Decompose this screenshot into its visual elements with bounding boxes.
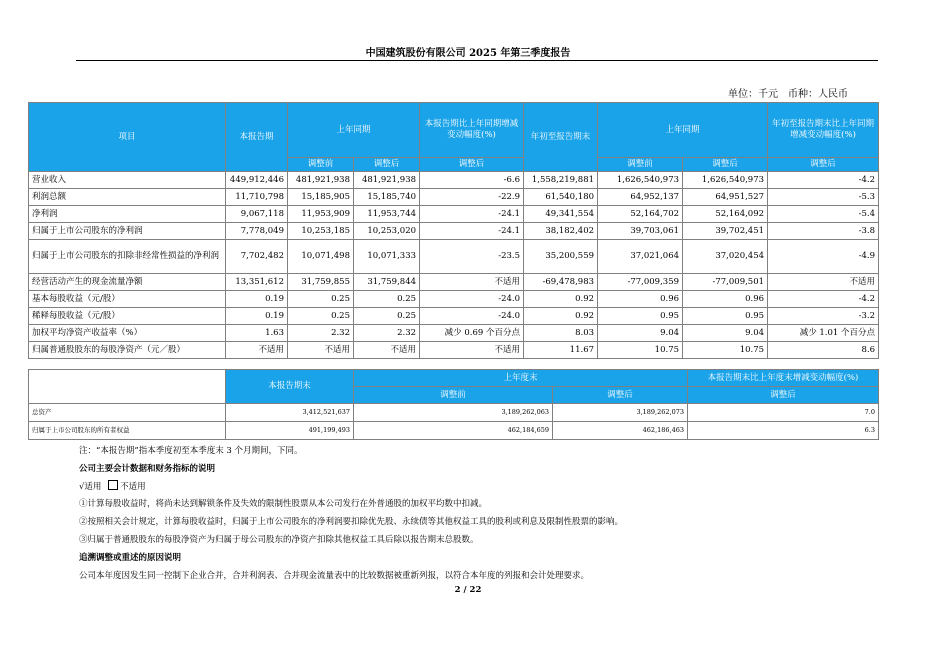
header-ytd: 年初至报告期末: [524, 103, 598, 172]
cell: 61,540,180: [524, 189, 598, 206]
restatement-text: 公司本年度因发生同一控制下企业合并，合并利润表、合并现金流量表中的比较数据被重新列报，以符合本年度的列报和会计处理要求。: [79, 570, 590, 581]
cell: 1,558,219,881: [524, 172, 598, 189]
cell: -4.2: [768, 291, 879, 308]
cell: -69,478,983: [524, 274, 598, 291]
table-row: [29, 291, 879, 308]
cell: 减少 1.01 个百分点: [768, 325, 879, 342]
blank-header-cell: [29, 370, 226, 404]
row-label: 利润总额: [29, 189, 226, 206]
cell: 31,759,844: [354, 274, 420, 291]
cell: 481,921,938: [288, 172, 354, 189]
not-applicable-label: 不适用: [120, 481, 146, 492]
notes-section: [79, 443, 879, 585]
subheader-cell: 调整后: [688, 387, 879, 404]
cell: 9.04: [683, 325, 768, 342]
cell: -3.2: [768, 308, 879, 325]
subheader-cell: 调整后: [683, 158, 768, 172]
cell: 不适用: [288, 342, 354, 359]
cell: 3,412,521,637: [226, 404, 354, 422]
cell: 1,626,540,973: [683, 172, 768, 189]
table-row: [29, 206, 879, 223]
cell: -5.3: [768, 189, 879, 206]
table-row: [29, 325, 879, 342]
cell: -77,009,359: [598, 274, 683, 291]
checkbox-icon: [108, 480, 118, 490]
cell: -4.2: [768, 172, 879, 189]
cell: 9,067,118: [226, 206, 288, 223]
cell: 37,020,454: [683, 240, 768, 274]
cell: -77,009,501: [683, 274, 768, 291]
applicable-label: 适用: [84, 481, 102, 492]
cell: 0.19: [226, 308, 288, 325]
cell: 0.95: [598, 308, 683, 325]
table-row: [29, 342, 879, 359]
cell: 11.67: [524, 342, 598, 359]
cell: 11,710,798: [226, 189, 288, 206]
cell: 462,184,659: [354, 422, 553, 440]
cell: 7,702,482: [226, 240, 288, 274]
cell: 0.96: [598, 291, 683, 308]
table-row: [29, 274, 879, 291]
subheader-cell: 调整后: [354, 158, 420, 172]
cell: 15,185,905: [288, 189, 354, 206]
header-last-year-end: 上年度末: [354, 370, 688, 387]
header-ytd-change-pct: 年初至报告期末比上年同期增减变动幅度(%): [768, 103, 879, 158]
page-number: 2 / 22: [454, 585, 482, 595]
header-item: 项目: [29, 103, 226, 172]
cell: -23.5: [420, 240, 524, 274]
cell: 31,759,855: [288, 274, 354, 291]
table-row: [29, 223, 879, 240]
cell: 10,071,498: [288, 240, 354, 274]
cell: 0.25: [288, 308, 354, 325]
cell: 10,253,185: [288, 223, 354, 240]
row-label: 稀释每股收益（元/股）: [29, 308, 226, 325]
cell: -3.8: [768, 223, 879, 240]
cell: 0.25: [288, 291, 354, 308]
row-label: 净利润: [29, 206, 226, 223]
row-label: 归属于上市公司股东的所有者权益: [29, 422, 226, 440]
cell: 481,921,938: [354, 172, 420, 189]
cell: 449,912,446: [226, 172, 288, 189]
restatement-title: 追溯调整或重述的原因说明: [79, 552, 182, 563]
table-row: [29, 189, 879, 206]
cell: 39,703,061: [598, 223, 683, 240]
table-row: [29, 172, 879, 189]
cell: 不适用: [420, 274, 524, 291]
unit-currency-line: 单位：千元 币种：人民币: [728, 89, 848, 100]
cell: 0.25: [354, 308, 420, 325]
cell: 8.03: [524, 325, 598, 342]
header-prior-year-period: 上年同期: [288, 103, 420, 158]
row-label: 归属于上市公司股东的扣除非经常性损益的净利润: [29, 240, 226, 274]
header-current-period: 本报告期: [226, 103, 288, 172]
report-header-title: 中国建筑股份有限公司 2025 年第三季度报告: [365, 48, 571, 59]
cell: 11,953,909: [288, 206, 354, 223]
cell: 10,253,020: [354, 223, 420, 240]
header-change-pct: 本报告期末比上年度末增减变动幅度(%): [688, 370, 879, 387]
note-item: ②按照相关会计规定，计算每股收益时，归属于上市公司股东的净利润要扣除优先股、永续债等其他权益工具的股利或利息及限制性股票的影响。: [79, 517, 624, 528]
cell: 15,185,740: [354, 189, 420, 206]
checkmark-icon: √: [79, 481, 85, 492]
header-prior-year-ytd: 上年同期: [598, 103, 768, 158]
cell: 52,164,092: [683, 206, 768, 223]
cell: 0.96: [683, 291, 768, 308]
cell: 3,189,262,063: [354, 404, 553, 422]
cell: 52,164,702: [598, 206, 683, 223]
subheader-cell: 调整后: [768, 158, 879, 172]
cell: 35,200,559: [524, 240, 598, 274]
cell: -24.1: [420, 206, 524, 223]
subheader-cell: 调整后: [420, 158, 524, 172]
cell: 1,626,540,973: [598, 172, 683, 189]
cell: 3,189,262,073: [553, 404, 688, 422]
subheader-cell: 调整前: [288, 158, 354, 172]
row-label: 经营活动产生的现金流量净额: [29, 274, 226, 291]
row-label: 归属于上市公司股东的净利润: [29, 223, 226, 240]
header-change-pct: 本报告期比上年同期增减变动幅度(%): [420, 103, 524, 158]
subheader-cell: 调整后: [553, 387, 688, 404]
row-label: 总资产: [29, 404, 226, 422]
note-item: ③归属于普通股股东的每股净资产为归属于母公司股东的净资产扣除其他权益工具后除以报告期末总股数。: [79, 534, 479, 545]
cell: 0.92: [524, 308, 598, 325]
table-row: [29, 240, 879, 274]
cell: 不适用: [420, 342, 524, 359]
cell: 10.75: [683, 342, 768, 359]
subheader-cell: 调整前: [354, 387, 553, 404]
cell: 0.19: [226, 291, 288, 308]
cell: 49,341,554: [524, 206, 598, 223]
cell: 7,778,049: [226, 223, 288, 240]
cell: 13,351,612: [226, 274, 288, 291]
key-financial-data-table: [28, 102, 879, 359]
cell: 64,952,137: [598, 189, 683, 206]
cell: 37,021,064: [598, 240, 683, 274]
cell: 64,951,527: [683, 189, 768, 206]
cell: 462,186,463: [553, 422, 688, 440]
cell: -5.4: [768, 206, 879, 223]
cell: 0.25: [354, 291, 420, 308]
row-label: 加权平均净资产收益率（%）: [29, 325, 226, 342]
section-title: 公司主要会计数据和财务指标的说明: [79, 463, 216, 474]
header-period-end: 本报告期末: [226, 370, 354, 404]
cell: 不适用: [768, 274, 879, 291]
cell: 2.32: [288, 325, 354, 342]
cell: 11,953,744: [354, 206, 420, 223]
table-row: [29, 308, 879, 325]
table-row: [29, 422, 879, 440]
cell: 10,071,333: [354, 240, 420, 274]
cell: 减少 0.69 个百分点: [420, 325, 524, 342]
cell: -4.9: [768, 240, 879, 274]
cell: 0.92: [524, 291, 598, 308]
row-label: 归属普通股股东的每股净资产（元／股）: [29, 342, 226, 359]
footnote: 注：“本报告期”指本季度初至本季度末 3 个月期间，下同。: [79, 446, 303, 456]
cell: 不适用: [226, 342, 288, 359]
note-item: ①计算每股收益时，将尚未达到解锁条件及失效的限制性股票从本公司发行在外普通股的加权平均数中扣减。: [79, 499, 488, 510]
row-label: 营业收入: [29, 172, 226, 189]
applicability-row: [79, 479, 879, 497]
cell: 10.75: [598, 342, 683, 359]
cell: -22.9: [420, 189, 524, 206]
cell: 0.95: [683, 308, 768, 325]
row-label: 基本每股收益（元/股）: [29, 291, 226, 308]
cell: -6.6: [420, 172, 524, 189]
table-row: [29, 404, 879, 422]
cell: 1.63: [226, 325, 288, 342]
cell: 9.04: [598, 325, 683, 342]
cell: -24.1: [420, 223, 524, 240]
balance-sheet-summary-table: [28, 369, 879, 440]
cell: -24.0: [420, 291, 524, 308]
subheader-cell: 调整前: [598, 158, 683, 172]
cell: 7.0: [688, 404, 879, 422]
cell: 不适用: [354, 342, 420, 359]
cell: 38,182,402: [524, 223, 598, 240]
cell: 8.6: [768, 342, 879, 359]
cell: 39,702,451: [683, 223, 768, 240]
cell: 6.3: [688, 422, 879, 440]
cell: 2.32: [354, 325, 420, 342]
cell: -24.0: [420, 308, 524, 325]
header-divider: [76, 60, 878, 61]
cell: 491,199,493: [226, 422, 354, 440]
